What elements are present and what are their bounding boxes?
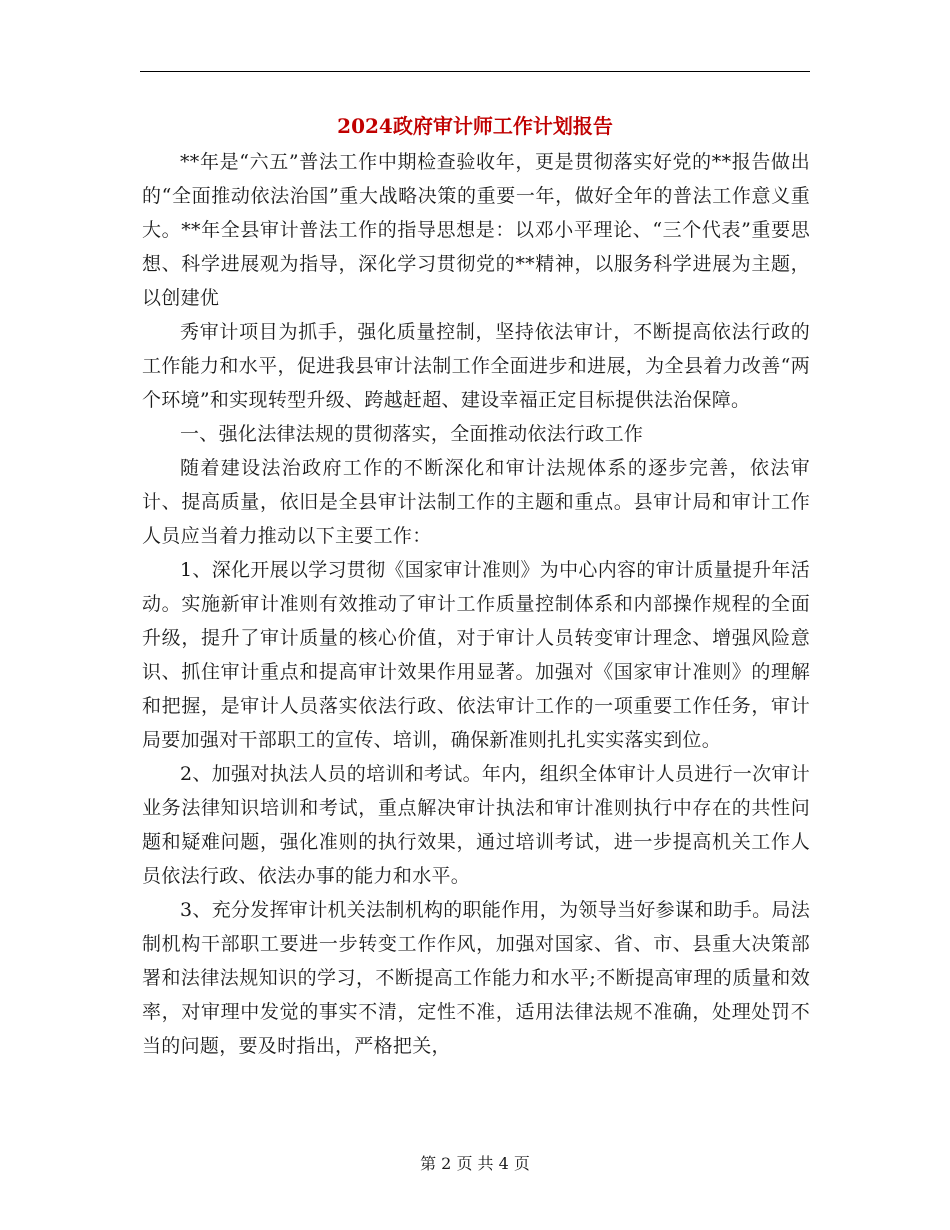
section-heading-1: 一、强化法律法规的贯彻落实，全面推动依法行政工作 — [180, 423, 644, 445]
paragraph-intro: **年是“六五”普法工作中期检查验收年，更是贯彻落实好党的**报告做出的“全面推动依法治国”重大战略决策的重要一年，做好全年的普法工作意义重大。**年全县审计普法工作的指导思想是：以邓小平理论、“三个代表”重要思想、科学进展观为指导，深化学习贯彻党的**精神，以服务科学进展为主题，以创建优 — [142, 151, 810, 309]
document-title: 2024政府审计师工作计划报告 — [337, 114, 613, 138]
header-rule — [140, 71, 810, 72]
paragraph-item-2: 2、加强对执法人员的培训和考试。年内，组织全体审计人员进行一次审计业务法律知识培训和考试，重点解决审计执法和审计准则执行中存在的共性问题和疑难问题，强化准则的执行效果，通过培训考试，进一步提高机关工作人员依法行政、依法办事的能力和水平。 — [142, 763, 810, 887]
document-body — [142, 145, 810, 1063]
paragraph-item-3: 3、充分发挥审计机关法制机构的职能作用，为领导当好参谋和助手。局法制机构干部职工要进一步转变工作作风，加强对国家、省、市、县重大决策部署和法律法规知识的学习，不断提高工作能力和水平;不断提高审理的质量和效率，对审理中发觉的事实不清，定性不准，适用法律法规不准确，处理处罚不当的问题，要及时指出，严格把关， — [142, 899, 810, 1057]
paragraph-section-1-intro: 随着建设法治政府工作的不断深化和审计法规体系的逐步完善，依法审计、提高质量，依旧是全县审计法制工作的主题和重点。县审计局和审计工作人员应当着力推动以下主要工作： — [142, 457, 810, 547]
page-number-footer: 第 2 页 共 4 页 — [420, 1154, 530, 1173]
paragraph-continuation: 秀审计项目为抓手，强化质量控制，坚持依法审计，不断提高依法行政的工作能力和水平，促进我县审计法制工作全面进步和进展，为全县着力改善“两个环境”和实现转型升级、跨越赶超、建设幸福正定目标提供法治保障。 — [142, 321, 810, 411]
paragraph-item-1: 1、深化开展以学习贯彻《国家审计准则》为中心内容的审计质量提升年活动。实施新审计准则有效推动了审计工作质量控制体系和内部操作规程的全面升级，提升了审计质量的核心价值，对于审计人员转变审计理念、增强风险意识、抓住审计重点和提高审计效果作用显著。加强对《国家审计准则》的理解和把握，是审计人员落实依法行政、依法审计工作的一项重要工作任务，审计局要加强对干部职工的宣传、培训，确保新准则扎扎实实落实到位。 — [142, 559, 810, 751]
